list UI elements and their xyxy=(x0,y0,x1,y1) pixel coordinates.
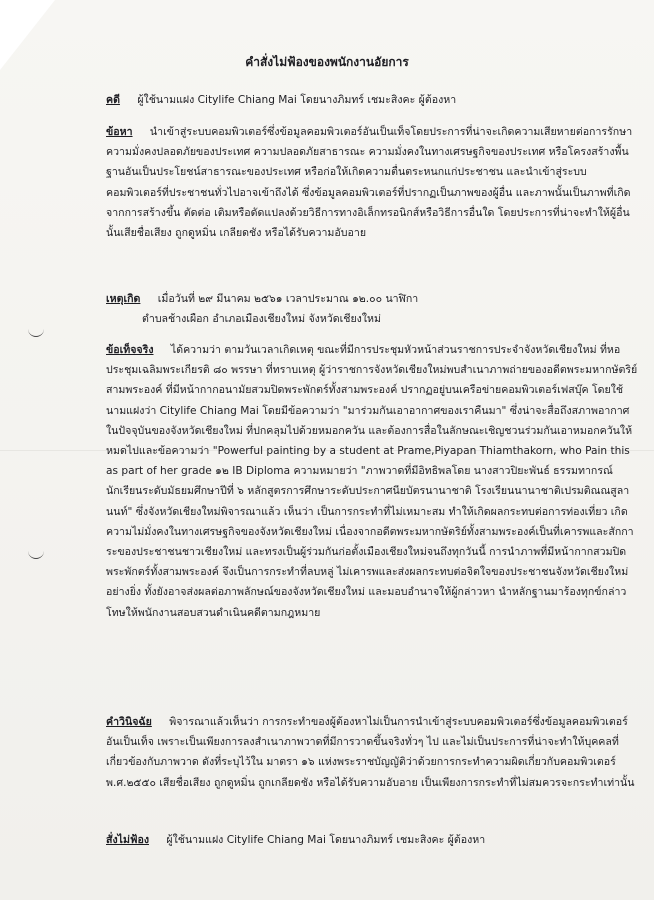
charge-section xyxy=(106,122,638,243)
charge-label: ข้อหา xyxy=(106,126,133,138)
case-text: ผู้ใช้นามแฝง Citylife Chiang Mai โดยนางภิมทร์ เชมะสิงคะ ผู้ต้องหา xyxy=(137,94,457,106)
incident-place: ตำบลช้างเผือก อำเภอเมืองเชียงใหม่ จังหวัดเชียงใหม่ xyxy=(142,313,381,326)
incident-section xyxy=(106,289,638,329)
case-section xyxy=(106,90,638,110)
incident-label: เหตุเกิด xyxy=(106,293,141,305)
opinion-text: พิจารณาแล้วเห็นว่า การกระทำของผู้ต้องหาไม่เป็นการนำเข้าสู่ระบบคอมพิวเตอร์ซึ่งข้อมูลคอมพิวเตอร์อันเป็นเท็จ เพราะเป็นเพียงการลงสำเนาภาพวาดที่มีการวาดขึ้นจริงทั่วๆ ไป และไม่เป็นประการที่น่าจะทำให้บุคคลที่เกี่ยวข้องกับภาพวาด ดังที่ระบุไว้ใน มาตรา ๑๖ แห่งพระราชบัญญัติว่าด้วยการกระทำความผิดเกี่ยวกับคอมพิวเตอร์ พ.ศ.๒๕๕๐ เสียชื่อเสียง ถูกดูหมิ่น ถูกเกลียดชัง หรือได้รับความอับอาย เป็นเพียงการกระทำที่ไม่สมควรจะกระทำเท่านั้น xyxy=(106,716,635,789)
charge-text: นำเข้าสู่ระบบคอมพิวเตอร์ซึ่งข้อมูลคอมพิวเตอร์อันเป็นเท็จโดยประการที่น่าจะเกิดความเสียหายต่อการรักษาความมั่งคงปลอดภัยของประเทศ ความปลอดภัยสาธารณะ ความมั่งคงในทางเศรษฐกิจของประเทศ หรือโครงสร้างพื้นฐานอันเป็นประโยชน์สาธารณะของประเทศ หรือก่อให้เกิดความตื่นตระหนกแก่ประชาชน และนำเข้าสู่ระบบคอมพิวเตอร์ที่ประชาชนทั่วไปอาจเข้าถึงได้ ซึ่งข้อมูลคอมพิวเตอร์ที่ปรากฏเป็นภาพของผู้อื่น และภาพนั้นเป็นภาพที่เกิดจากการสร้างขึ้น ตัดต่อ เติมหรือดัดแปลงด้วยวิธีการทางอิเล็กทรอนิกส์หรือวิธีการอื่นใด โดยประการที่น่าจะทำให้ผู้อื่นนั้นเสียชื่อเสียง ถูกดูหมิ่น เกลียดชัง หรือได้รับความอับอาย xyxy=(106,126,633,240)
opinion-label: คำวินิจฉัย xyxy=(106,716,152,728)
case-label: คดี xyxy=(106,94,120,106)
facts-text: ได้ความว่า ตามวันเวลาเกิดเหตุ ขณะที่มีการประชุมหัวหน้าส่วนราชการประจำจังหวัดเชียงใหม่ ที่หอประชุมเฉลิมพระเกียรติ ๘๐ พรรษา ที่ทราบเหตุ ผู้ว่าราชการจังหวัดเชียงใหม่พบสำเนาภาพถ่ายของอดีตพระมหากษัตริย์สามพระองค์ ที่มีหน้ากากอนามัยสวมปิดพระพักตร์ทั้งสามพระองค์ ปรากฏอยู่บนเครือข่ายคอมพิวเตอร์เฟสบุ๊ค โดยใช้นามแฝงว่า Citylife Chiang Mai โดยมีข้อความว่า "มาร่วมกันเอาอากาศของเราคืนมา" ซึ่งน่าจะสื่อถึงสภาพอากาศในปัจจุบันของจังหวัดเชียงใหม่ ที่ปกคลุมไปด้วยหมอกควัน และต้องการสื่อในลักษณะเชิญชวนร่วมกันเอาหมอกควันให้หมดไปและข้อความว่า "Powerful painting by a student at Prame,Piyapan Thiamthakorn, who Pain this as part of her grade ๑๒ IB Diploma ความหมายว่า "ภาพวาดที่มีอิทธิพลโดย นางสาวปิยะพันธ์ ธรรมทากรณ์ นักเรียนระดับมัธยมศึกษาปีที่ ๖ หลักสูตรการศึกษาระดับประกาศนียบัตรนานาชาติ โรงเรียนนานาชาติเปรมติณณสูลานนท์" ซึ่งจังหวัดเชียงใหม่พิจารณาแล้ว เห็นว่า เป็นการกระทำที่ไม่เหมาะสม ทำให้เกิดผลกระทบต่อการท่องเที่ยว เกิดความไม่มั่งคงในทางเศรษฐกิจของจังหวัดเชียงใหม่ เนื่องจากอดีตพระมหากษัตริย์ทั้งสามพระองค์เป็นที่เคารพและสักการะของประชาชนชาวเชียงใหม่ และทรงเป็นผู้ร่วมกันก่อตั้งเมืองเชียงใหม่จนถึงทุกวันนี้ การนำภาพที่มีหน้ากากสวมปิดพระพักตร์ทั้งสามพระองค์ จึงเป็นการกระทำที่ลบหลู่ ไม่เคารพและส่งผลกระทบต่อจิตใจของประชาชนจังหวัดเชียงใหม่อย่างยิ่ง ทั้งยังอาจส่งผลต่อภาพลักษณ์ของจังหวัดเชียงใหม่ และมอบอำนาจให้ผู้กล่าวหา นำหลักฐานมาร้องทุกข์กล่าวโทษให้พนักงานสอบสวนดำเนินคดีตามกฎหมาย xyxy=(106,344,638,619)
document-title: คำสั่งไม่ฟ้องของพนักงานอัยการ xyxy=(245,55,409,69)
order-section xyxy=(106,830,638,850)
order-text: ผู้ใช้นามแฝง Citylife Chiang Mai โดยนางภิมทร์ เชมะสิงคะ ผู้ต้องหา xyxy=(166,834,486,846)
incident-date: เมื่อวันที่ ๒๙ มีนาคม ๒๕๖๑ เวลาประมาณ ๑๒.๐๐ นาฬิกา xyxy=(157,293,419,305)
order-label: สั่งไม่ฟ้อง xyxy=(106,834,149,846)
facts-section xyxy=(106,340,638,623)
opinion-section xyxy=(106,712,638,793)
facts-label: ข้อเท็จจริง xyxy=(106,344,154,356)
